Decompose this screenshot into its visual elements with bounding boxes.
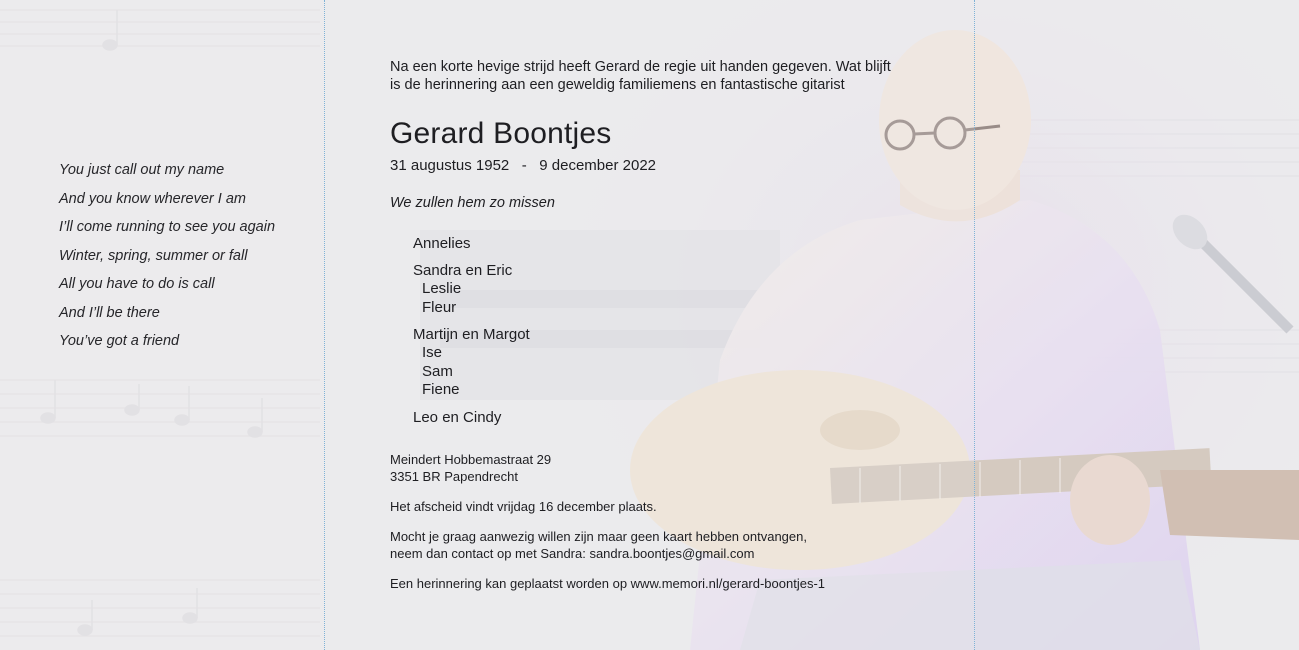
missen-text: We zullen hem zo missen bbox=[390, 195, 555, 211]
intro-text bbox=[390, 58, 930, 94]
address-street: Meindert Hobbemastraat 29 bbox=[390, 451, 552, 467]
grandchild: Ise bbox=[422, 344, 443, 361]
lyric-line: All you have to do is call bbox=[59, 276, 215, 292]
memori-text bbox=[390, 575, 930, 592]
family-group bbox=[413, 262, 930, 317]
life-dates: 31 augustus 1952 - 9 december 2022 bbox=[390, 157, 657, 174]
lyric-line: Winter, spring, summer or fall bbox=[59, 247, 248, 264]
intro-line: is de herinnering aan een geweldig familiemens en fantastische gitarist bbox=[390, 77, 845, 93]
contact-line: Mocht je graag aanwezig willen zijn maar geen kaart hebben ontvangen, bbox=[390, 528, 807, 544]
farewell-line: Het afscheid vindt vrijdag 16 december plaats. bbox=[390, 498, 657, 514]
grandchild: Fleur bbox=[422, 298, 457, 316]
address bbox=[390, 451, 930, 485]
contact-line: neem dan contact op met Sandra: sandra.boontjes@gmail.com bbox=[390, 545, 755, 561]
grandchild: Fiene bbox=[422, 381, 460, 398]
family-member: Martijn en Margot bbox=[413, 326, 530, 343]
lyric-line: I’ll come running to see you again bbox=[59, 219, 276, 235]
family-member: Annelies bbox=[413, 235, 471, 252]
family-group bbox=[413, 235, 930, 253]
fold-line-left bbox=[324, 0, 325, 650]
family-member: Leo en Cindy bbox=[413, 408, 502, 426]
grandchild: Leslie bbox=[422, 280, 462, 297]
family-list bbox=[413, 235, 930, 427]
lyric-line: And I’ll be there bbox=[59, 304, 160, 321]
address-city: 3351 BR Papendrecht bbox=[390, 468, 518, 484]
family-group bbox=[413, 326, 930, 400]
memori-line: Een herinnering kan geplaatst worden op www.memori.nl/gerard-boontjes-1 bbox=[390, 575, 826, 591]
lyric-line: And you know wherever I am bbox=[59, 190, 246, 207]
lyric-line: You’ve got a friend bbox=[59, 333, 180, 349]
deceased-name: Gerard Boontjes bbox=[390, 117, 612, 150]
farewell-text bbox=[390, 498, 930, 515]
contact-text bbox=[390, 528, 930, 562]
family-group bbox=[413, 409, 930, 427]
family-member: Sandra en Eric bbox=[413, 262, 513, 279]
grandchild: Sam bbox=[422, 362, 453, 380]
announcement bbox=[390, 58, 930, 592]
intro-line: Na een korte hevige strijd heeft Gerard de regie uit handen gegeven. Wat blijft bbox=[390, 59, 891, 75]
lyric-line: You just call out my name bbox=[59, 162, 225, 178]
lyrics-block bbox=[59, 156, 299, 356]
fold-line-right bbox=[974, 0, 975, 650]
